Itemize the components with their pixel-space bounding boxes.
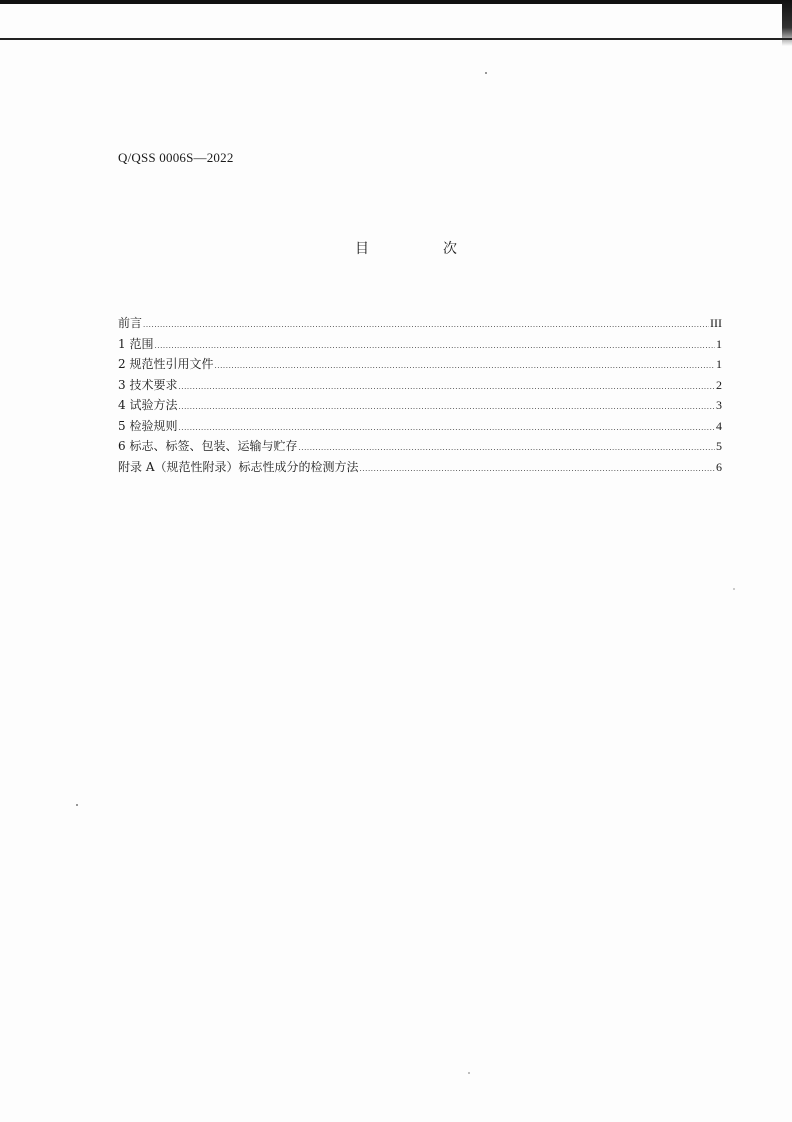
toc-entry-page: 4 <box>716 418 722 433</box>
scan-speck <box>76 804 78 806</box>
toc-entry-preface[interactable] <box>118 314 722 335</box>
toc-entry-label: 4 试验方法 <box>118 398 178 412</box>
toc-entry-page: 1 <box>716 336 722 351</box>
toc-entry-appendix-a[interactable] <box>118 458 722 479</box>
toc-entry-label: 附录 A（规范性附录）标志性成分的检测方法 <box>118 459 359 474</box>
toc-entry-label: 2 规范性引用文件 <box>118 357 214 371</box>
toc-entry-test-methods[interactable] <box>118 396 722 417</box>
toc-leader-dots <box>214 363 715 370</box>
scan-rule-line <box>0 38 792 40</box>
scan-speck <box>468 1072 470 1074</box>
toc-entry-page: 3 <box>716 398 722 412</box>
toc-entry-inspection-rules[interactable] <box>118 417 722 438</box>
toc-leader-dots <box>178 404 715 411</box>
toc-entry-page: III <box>710 316 722 330</box>
toc-entry-label: 3 技术要求 <box>118 377 178 392</box>
toc-entry-label: 前言 <box>118 316 143 330</box>
toc-entry-marking-packaging[interactable] <box>118 437 722 458</box>
scan-speck <box>733 588 735 590</box>
document-code: Q/QSS 0006S—2022 <box>118 150 234 165</box>
scan-speck <box>485 72 487 74</box>
toc-entry-label: 6 标志、标签、包装、运输与贮存 <box>118 439 298 453</box>
toc-entry-page: 2 <box>716 377 722 392</box>
toc-leader-dots <box>359 466 715 473</box>
toc-entry-page: 5 <box>716 439 722 453</box>
table-of-contents <box>118 314 722 478</box>
toc-entry-label: 1 范围 <box>118 336 154 351</box>
toc-entry-page: 6 <box>716 459 722 474</box>
toc-leader-dots <box>178 384 715 391</box>
toc-leader-dots <box>143 322 709 329</box>
toc-leader-dots <box>178 425 715 432</box>
toc-entry-label: 5 检验规则 <box>118 418 178 433</box>
toc-entry-normative-references[interactable] <box>118 355 722 376</box>
scan-edge-top <box>0 0 792 4</box>
toc-title: 目 次 <box>355 241 487 257</box>
toc-leader-dots <box>154 343 715 350</box>
toc-entry-technical-requirements[interactable] <box>118 376 722 397</box>
toc-entry-page: 1 <box>716 357 722 371</box>
toc-entry-scope[interactable] <box>118 335 722 356</box>
toc-leader-dots <box>298 445 715 452</box>
